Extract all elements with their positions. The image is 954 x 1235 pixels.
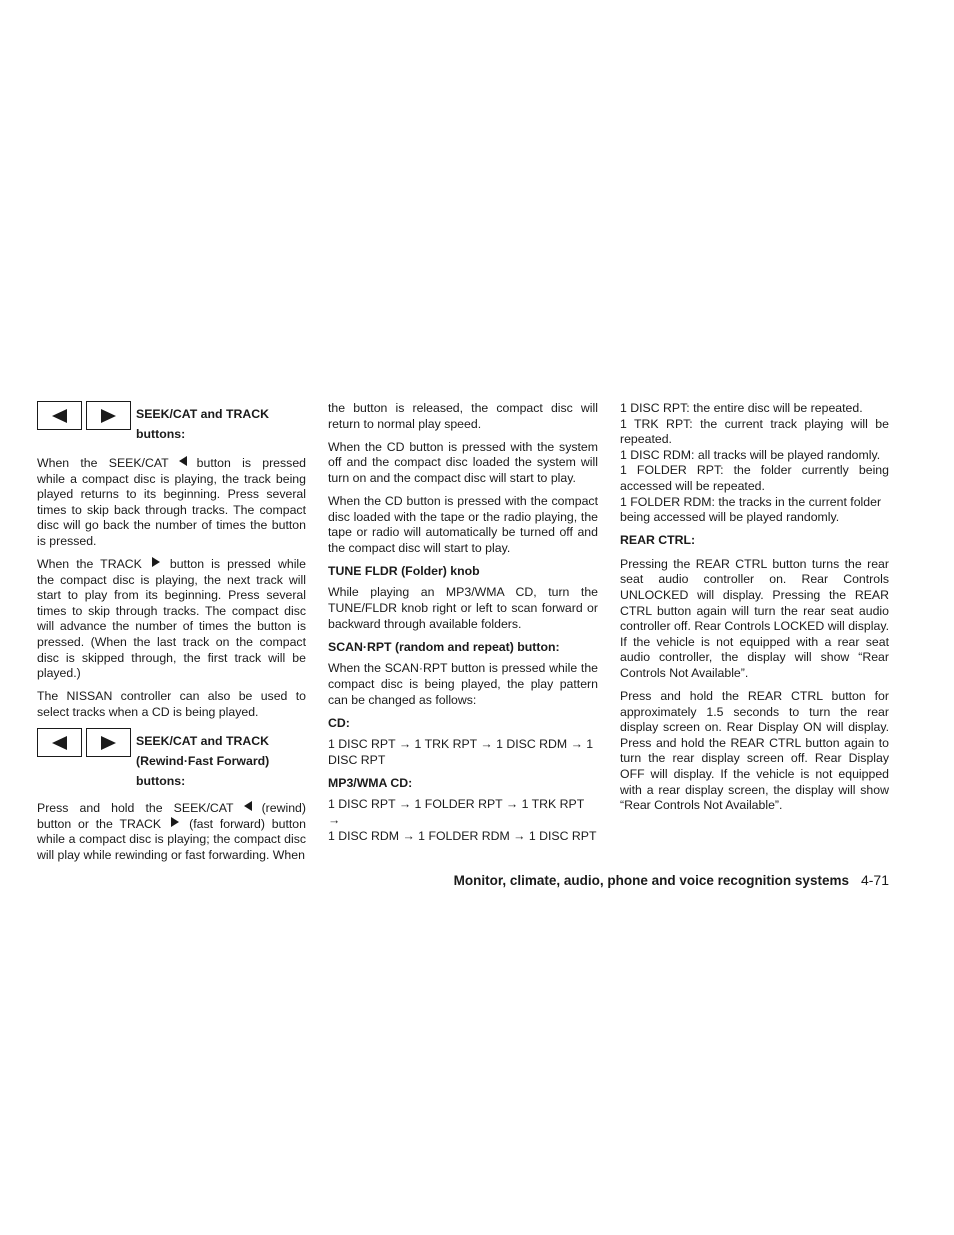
paragraph: Pressing the REAR CTRL button turns the rear seat audio controller on. Rear Controls UNLOCKED will display. Pressing the REAR CTRL button again will turn the rear seat audio controller off. Rear Controls LOCKED will display. If the vehicle is not equipped with a rear seat audio controller, the display will show “Rear Controls Not Available”. [620, 556, 889, 680]
track-button-icon [86, 728, 131, 757]
button-icons [37, 728, 131, 757]
heading-scan-rpt: SCAN·RPT (random and repeat) button: [328, 639, 560, 654]
heading-mp3-wma: MP3/WMA CD: [328, 775, 413, 790]
text: When the SEEK/CAT [37, 456, 169, 470]
seek-cat-button-icon [37, 401, 82, 430]
sequence-line: 1 DISC RPT → 1 TRK RPT → 1 DISC RDM → 1 [328, 737, 594, 752]
text: (fast forward) button while a compact disc is playing; the compact disc will play while rewinding or fast forwarding. When [37, 816, 306, 862]
mode-description: 1 FOLDER RDM: the tracks in the current folder being accessed will be played randomly. [620, 494, 882, 525]
mode-description: 1 DISC RDM: all tracks will be played randomly. [620, 447, 881, 462]
mode-description: 1 TRK RPT: the current track playing will be repeated. [620, 416, 889, 447]
track-right-icon [171, 817, 179, 827]
page-number: 4-71 [860, 872, 889, 888]
mp3-play-sequence [328, 797, 598, 844]
heading-tune-fldr: TUNE FLDR (Folder) knob [328, 563, 480, 578]
heading-line: SEEK/CAT and TRACK [136, 734, 269, 748]
seek-left-icon [179, 456, 187, 466]
column-2 [328, 401, 598, 852]
seek-left-icon [244, 801, 252, 811]
sequence-line: 1 DISC RDM → 1 FOLDER RDM → 1 DISC RPT [328, 828, 597, 843]
text: (rewind) button or the TRACK [37, 801, 306, 831]
text: button is pressed while a compact disc is playing, the track being played returns to its beginning. Press several times to skip back through tracks. The compact disc will go back the number of times the button is pressed. [37, 456, 306, 548]
paragraph [37, 557, 306, 682]
paragraph: When the SCAN·RPT button is pressed while the compact disc is being played, the play pattern can be changed as follows: [328, 661, 598, 707]
block-heading [136, 731, 269, 791]
paragraph [37, 801, 306, 863]
section-title: Monitor, climate, audio, phone and voice recognition systems [453, 873, 849, 888]
paragraph: The NISSAN controller can also be used to select tracks when a CD is being played. [37, 689, 306, 719]
heading-rear-ctrl: REAR CTRL: [620, 533, 696, 548]
paragraph: While playing an MP3/WMA CD, turn the TUNE/FLDR knob right or left to scan forward or backward through available folders. [328, 585, 598, 631]
column-1 [37, 401, 306, 871]
paragraph: When the CD button is pressed with the system off and the compact disc loaded the system will turn on and the compact disc will start to play. [328, 439, 598, 485]
track-button-icon [86, 401, 131, 430]
track-right-icon [152, 557, 160, 567]
block-heading [136, 404, 269, 444]
heading-line: SEEK/CAT and TRACK [136, 407, 269, 421]
seek-track-buttons-block [37, 401, 306, 444]
heading-line: buttons: [136, 427, 186, 441]
text: button is pressed while the compact disc is playing, the next track will start to play from its beginning. Press several times to skip through tracks. The compact disc will advance the number of times the button is pressed. (When the last track on the compact disc is skipped through, the first track will be played.) [37, 557, 306, 681]
paragraph: When the CD button is pressed with the compact disc loaded with the tape or the radio playing, the tape or radio will automatically be turned off and the compact disc will start to play. [328, 493, 598, 555]
mode-description: 1 DISC RPT: the entire disc will be repeated. [620, 401, 863, 415]
page-footer [300, 872, 889, 888]
sequence-line: 1 DISC RPT → 1 FOLDER RPT → 1 TRK RPT → [328, 797, 585, 828]
heading-line: (Rewind·Fast Forward) [136, 754, 270, 768]
cd-play-sequence [328, 737, 598, 768]
seek-cat-button-icon [37, 728, 82, 757]
paragraph: the button is released, the compact disc will return to normal play speed. [328, 401, 598, 431]
heading-line: buttons: [136, 774, 186, 788]
heading-cd: CD: [328, 715, 350, 730]
rewind-ff-buttons-block [37, 728, 306, 791]
mode-description: 1 FOLDER RPT: the folder currently being accessed will be repeated. [620, 463, 889, 493]
text: When the TRACK [37, 557, 142, 572]
paragraph: Press and hold the REAR CTRL button for approximately 1.5 seconds to turn the rear display screen on. Rear Display ON will display. Press and hold the REAR CTRL button again to turn the rear display screen off. Rear Display OFF will display. If the vehicle is not equipped with a rear display screen, the display will show “Rear Controls Not Available”. [620, 689, 889, 813]
paragraph [37, 456, 306, 550]
column-3 [620, 401, 889, 814]
text: Press and hold the SEEK/CAT [37, 801, 234, 815]
sequence-line: DISC RPT [328, 752, 386, 767]
button-icons [37, 401, 131, 430]
